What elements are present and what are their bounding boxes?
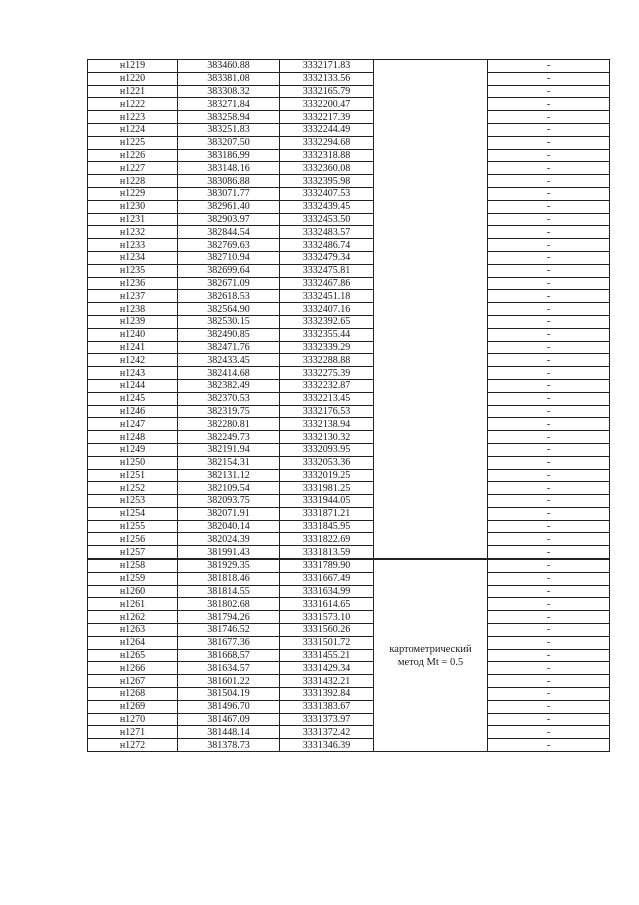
accuracy-cell: - [488,239,610,252]
point-id-cell: н1266 [88,662,178,675]
x-coordinate-cell: 382040.14 [178,520,280,533]
point-id-cell: н1271 [88,726,178,739]
point-id-cell: н1270 [88,713,178,726]
x-coordinate-cell: 382280.81 [178,418,280,431]
point-id-cell: н1272 [88,739,178,752]
table-row [88,585,610,598]
x-coordinate-cell: 381448.14 [178,726,280,739]
y-coordinate-cell: 3331634.99 [280,585,374,598]
accuracy-cell: - [488,507,610,520]
accuracy-cell: - [488,354,610,367]
accuracy-cell: - [488,60,610,73]
y-coordinate-cell: 3332467.86 [280,277,374,290]
table-row [88,264,610,277]
table-row [88,213,610,226]
accuracy-cell: - [488,546,610,559]
y-coordinate-cell: 3332288.88 [280,354,374,367]
table-row [88,367,610,380]
accuracy-cell: - [488,123,610,136]
y-coordinate-cell: 3332171.83 [280,60,374,73]
y-coordinate-cell: 3332483.57 [280,226,374,239]
accuracy-cell: - [488,431,610,444]
x-coordinate-cell: 382131.12 [178,469,280,482]
y-coordinate-cell: 3332130.32 [280,431,374,444]
point-id-cell: н1235 [88,264,178,277]
point-id-cell: н1253 [88,495,178,508]
y-coordinate-cell: 3331432.21 [280,675,374,688]
y-coordinate-cell: 3332486.74 [280,239,374,252]
y-coordinate-cell: 3331372.42 [280,726,374,739]
table-row [88,354,610,367]
point-id-cell: н1237 [88,290,178,303]
point-id-cell: н1251 [88,469,178,482]
point-id-cell: н1246 [88,405,178,418]
table-row [88,443,610,456]
accuracy-cell: - [488,443,610,456]
x-coordinate-cell: 383086.88 [178,175,280,188]
x-coordinate-cell: 381601.22 [178,675,280,688]
y-coordinate-cell: 3331667.49 [280,572,374,585]
x-coordinate-cell: 381746.52 [178,624,280,637]
y-coordinate-cell: 3331346.39 [280,739,374,752]
y-coordinate-cell: 3332407.16 [280,303,374,316]
accuracy-cell: - [488,675,610,688]
table-row [88,315,610,328]
y-coordinate-cell: 3332244.49 [280,123,374,136]
accuracy-cell: - [488,392,610,405]
x-coordinate-cell: 383148.16 [178,162,280,175]
point-id-cell: н1240 [88,328,178,341]
y-coordinate-cell: 3332395.98 [280,175,374,188]
table-row [88,469,610,482]
accuracy-cell: - [488,111,610,124]
table-row [88,187,610,200]
table-row [88,507,610,520]
table-row [88,328,610,341]
table-row [88,303,610,316]
point-id-cell: н1250 [88,456,178,469]
x-coordinate-cell: 381668.57 [178,649,280,662]
point-id-cell: н1260 [88,585,178,598]
accuracy-cell: - [488,213,610,226]
y-coordinate-cell: 3332093.95 [280,443,374,456]
accuracy-cell: - [488,726,610,739]
accuracy-cell: - [488,303,610,316]
accuracy-cell: - [488,149,610,162]
accuracy-cell: - [488,598,610,611]
accuracy-cell: - [488,739,610,752]
table-row [88,624,610,637]
x-coordinate-cell: 381802.68 [178,598,280,611]
x-coordinate-cell: 383207.50 [178,136,280,149]
x-coordinate-cell: 382844.54 [178,226,280,239]
y-coordinate-cell: 3331373.97 [280,713,374,726]
y-coordinate-cell: 3331822.69 [280,533,374,546]
accuracy-cell: - [488,264,610,277]
accuracy-cell: - [488,611,610,624]
point-id-cell: н1228 [88,175,178,188]
point-id-cell: н1222 [88,98,178,111]
accuracy-cell: - [488,226,610,239]
table-row [88,713,610,726]
x-coordinate-cell: 381677.36 [178,636,280,649]
y-coordinate-cell: 3331560.26 [280,624,374,637]
x-coordinate-cell: 383251.83 [178,123,280,136]
y-coordinate-cell: 3332479.34 [280,251,374,264]
y-coordinate-cell: 3332138.94 [280,418,374,431]
method-cell [374,60,488,560]
y-coordinate-cell: 3332133.56 [280,72,374,85]
point-id-cell: н1223 [88,111,178,124]
x-coordinate-cell: 382490.85 [178,328,280,341]
y-coordinate-cell: 3332294.68 [280,136,374,149]
x-coordinate-cell: 383308.32 [178,85,280,98]
x-coordinate-cell: 381504.19 [178,688,280,701]
point-id-cell: н1236 [88,277,178,290]
x-coordinate-cell: 383258.94 [178,111,280,124]
x-coordinate-cell: 383460.88 [178,60,280,73]
table-row [88,149,610,162]
accuracy-cell: - [488,136,610,149]
y-coordinate-cell: 3332275.39 [280,367,374,380]
y-coordinate-cell: 3332360.08 [280,162,374,175]
accuracy-cell: - [488,328,610,341]
y-coordinate-cell: 3332439.45 [280,200,374,213]
point-id-cell: н1261 [88,598,178,611]
y-coordinate-cell: 3331944.05 [280,495,374,508]
x-coordinate-cell: 382249.73 [178,431,280,444]
accuracy-cell: - [488,482,610,495]
table-row [88,290,610,303]
x-coordinate-cell: 382093.75 [178,495,280,508]
table-row [88,85,610,98]
x-coordinate-cell: 383186.99 [178,149,280,162]
y-coordinate-cell: 3332165.79 [280,85,374,98]
accuracy-cell: - [488,585,610,598]
y-coordinate-cell: 3331789.90 [280,559,374,572]
table-row [88,239,610,252]
accuracy-cell: - [488,187,610,200]
y-coordinate-cell: 3331845.95 [280,520,374,533]
point-id-cell: н1267 [88,675,178,688]
point-id-cell: н1243 [88,367,178,380]
point-id-cell: н1262 [88,611,178,624]
table-row [88,98,610,111]
y-coordinate-cell: 3332053.36 [280,456,374,469]
point-id-cell: н1219 [88,60,178,73]
table-row [88,379,610,392]
x-coordinate-cell: 382433.45 [178,354,280,367]
table-row [88,662,610,675]
x-coordinate-cell: 381929.35 [178,559,280,572]
accuracy-cell: - [488,700,610,713]
x-coordinate-cell: 382710.94 [178,251,280,264]
accuracy-cell: - [488,162,610,175]
point-id-cell: н1255 [88,520,178,533]
y-coordinate-cell: 3332355.44 [280,328,374,341]
y-coordinate-cell: 3331573.10 [280,611,374,624]
accuracy-cell: - [488,200,610,213]
accuracy-cell: - [488,624,610,637]
accuracy-cell: - [488,649,610,662]
accuracy-cell: - [488,520,610,533]
table-row [88,559,610,572]
accuracy-cell: - [488,277,610,290]
point-id-cell: н1238 [88,303,178,316]
x-coordinate-cell: 381634.57 [178,662,280,675]
accuracy-cell: - [488,315,610,328]
x-coordinate-cell: 382024.39 [178,533,280,546]
table-row [88,649,610,662]
table-row [88,495,610,508]
y-coordinate-cell: 3332392.65 [280,315,374,328]
y-coordinate-cell: 3332176.53 [280,405,374,418]
y-coordinate-cell: 3331871.21 [280,507,374,520]
point-id-cell: н1242 [88,354,178,367]
point-id-cell: н1249 [88,443,178,456]
y-coordinate-cell: 3332451.18 [280,290,374,303]
table-row [88,598,610,611]
table-row [88,726,610,739]
x-coordinate-cell: 381496.70 [178,700,280,713]
point-id-cell: н1254 [88,507,178,520]
table-row [88,162,610,175]
accuracy-cell: - [488,405,610,418]
accuracy-cell: - [488,290,610,303]
point-id-cell: н1221 [88,85,178,98]
accuracy-cell: - [488,175,610,188]
point-id-cell: н1247 [88,418,178,431]
y-coordinate-cell: 3332339.29 [280,341,374,354]
y-coordinate-cell: 3331429.34 [280,662,374,675]
accuracy-cell: - [488,688,610,701]
y-coordinate-cell: 3331813.59 [280,546,374,559]
x-coordinate-cell: 382769.63 [178,239,280,252]
point-id-cell: н1252 [88,482,178,495]
x-coordinate-cell: 381467.09 [178,713,280,726]
table-row [88,482,610,495]
y-coordinate-cell: 3331981.25 [280,482,374,495]
y-coordinate-cell: 3332475.81 [280,264,374,277]
point-id-cell: н1244 [88,379,178,392]
table-row [88,392,610,405]
x-coordinate-cell: 382671.09 [178,277,280,290]
point-id-cell: н1245 [88,392,178,405]
table-row [88,60,610,73]
x-coordinate-cell: 381794.26 [178,611,280,624]
y-coordinate-cell: 3332232.87 [280,379,374,392]
table-row [88,675,610,688]
x-coordinate-cell: 382699.64 [178,264,280,277]
point-id-cell: н1248 [88,431,178,444]
point-id-cell: н1230 [88,200,178,213]
y-coordinate-cell: 3332453.50 [280,213,374,226]
table-row [88,111,610,124]
y-coordinate-cell: 3332019.25 [280,469,374,482]
table-row [88,200,610,213]
y-coordinate-cell: 3332217.39 [280,111,374,124]
x-coordinate-cell: 383271.84 [178,98,280,111]
x-coordinate-cell: 382530.15 [178,315,280,328]
x-coordinate-cell: 381991.43 [178,546,280,559]
point-id-cell: н1227 [88,162,178,175]
x-coordinate-cell: 382961.40 [178,200,280,213]
table-row [88,72,610,85]
table-row [88,520,610,533]
accuracy-cell: - [488,367,610,380]
table-row [88,456,610,469]
y-coordinate-cell: 3332407.53 [280,187,374,200]
accuracy-cell: - [488,636,610,649]
x-coordinate-cell: 382414.68 [178,367,280,380]
accuracy-cell: - [488,85,610,98]
x-coordinate-cell: 382319.75 [178,405,280,418]
x-coordinate-cell: 382071.91 [178,507,280,520]
point-id-cell: н1263 [88,624,178,637]
point-id-cell: н1220 [88,72,178,85]
accuracy-cell: - [488,251,610,264]
point-id-cell: н1241 [88,341,178,354]
coordinates-table [87,59,610,752]
table-row [88,175,610,188]
point-id-cell: н1224 [88,123,178,136]
x-coordinate-cell: 382903.97 [178,213,280,226]
point-id-cell: н1259 [88,572,178,585]
point-id-cell: н1268 [88,688,178,701]
accuracy-cell: - [488,495,610,508]
y-coordinate-cell: 3332200.47 [280,98,374,111]
point-id-cell: н1264 [88,636,178,649]
x-coordinate-cell: 382564.90 [178,303,280,316]
table-row [88,123,610,136]
table-row [88,572,610,585]
table-row [88,700,610,713]
y-coordinate-cell: 3331614.65 [280,598,374,611]
point-id-cell: н1239 [88,315,178,328]
accuracy-cell: - [488,533,610,546]
point-id-cell: н1256 [88,533,178,546]
table-row [88,418,610,431]
table-row [88,405,610,418]
point-id-cell: н1233 [88,239,178,252]
x-coordinate-cell: 382191.94 [178,443,280,456]
accuracy-cell: - [488,559,610,572]
y-coordinate-cell: 3331501.72 [280,636,374,649]
table-row [88,277,610,290]
x-coordinate-cell: 382618.53 [178,290,280,303]
x-coordinate-cell: 381814.55 [178,585,280,598]
coordinates-table-body [88,60,610,752]
table-row [88,251,610,264]
accuracy-cell: - [488,456,610,469]
x-coordinate-cell: 383071.77 [178,187,280,200]
x-coordinate-cell: 382471.76 [178,341,280,354]
point-id-cell: н1232 [88,226,178,239]
table-row [88,136,610,149]
table-row [88,739,610,752]
accuracy-cell: - [488,379,610,392]
accuracy-cell: - [488,662,610,675]
table-row [88,533,610,546]
x-coordinate-cell: 382382.49 [178,379,280,392]
x-coordinate-cell: 381818.46 [178,572,280,585]
x-coordinate-cell: 382154.31 [178,456,280,469]
y-coordinate-cell: 3332318.88 [280,149,374,162]
point-id-cell: н1229 [88,187,178,200]
accuracy-cell: - [488,572,610,585]
accuracy-cell: - [488,98,610,111]
point-id-cell: н1226 [88,149,178,162]
y-coordinate-cell: 3331383.67 [280,700,374,713]
table-row [88,611,610,624]
table-row [88,226,610,239]
accuracy-cell: - [488,72,610,85]
table-row [88,636,610,649]
x-coordinate-cell: 383381.08 [178,72,280,85]
accuracy-cell: - [488,469,610,482]
y-coordinate-cell: 3332213.45 [280,392,374,405]
point-id-cell: н1231 [88,213,178,226]
table-row [88,688,610,701]
x-coordinate-cell: 382370.53 [178,392,280,405]
table-row [88,431,610,444]
x-coordinate-cell: 381378.73 [178,739,280,752]
point-id-cell: н1225 [88,136,178,149]
x-coordinate-cell: 382109.54 [178,482,280,495]
method-cell: картометрический метод Mt = 0.5 [374,559,488,751]
point-id-cell: н1265 [88,649,178,662]
y-coordinate-cell: 3331455.21 [280,649,374,662]
accuracy-cell: - [488,341,610,354]
point-id-cell: н1258 [88,559,178,572]
y-coordinate-cell: 3331392.84 [280,688,374,701]
point-id-cell: н1257 [88,546,178,559]
accuracy-cell: - [488,713,610,726]
point-id-cell: н1234 [88,251,178,264]
accuracy-cell: - [488,418,610,431]
point-id-cell: н1269 [88,700,178,713]
table-row [88,341,610,354]
table-row [88,546,610,559]
